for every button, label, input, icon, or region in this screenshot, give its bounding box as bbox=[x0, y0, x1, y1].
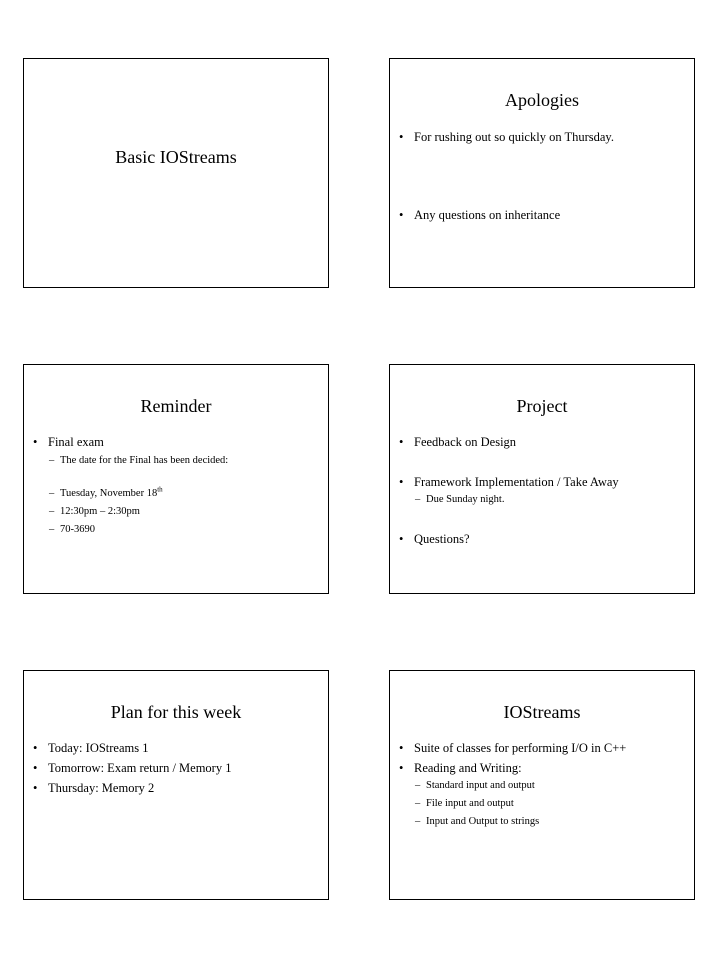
bullet-item: • Final exam bbox=[48, 434, 104, 450]
bullet-item: • Reading and Writing: bbox=[414, 760, 522, 776]
slide-title: IOStreams bbox=[503, 702, 581, 722]
sub-bullet-item: – File input and output bbox=[426, 797, 514, 811]
slide-title: Plan for this week bbox=[110, 702, 242, 722]
bullet-item: • Today: IOStreams 1 bbox=[48, 740, 149, 756]
sub-bullet-item: – The date for the Final has been decided: bbox=[60, 454, 228, 468]
slide-title: Basic IOStreams bbox=[115, 147, 237, 167]
sub-bullet-item: – Standard input and output bbox=[426, 779, 535, 793]
slide-title: Project bbox=[516, 396, 568, 416]
bullet-item: • Feedback on Design bbox=[414, 434, 516, 450]
bullet-item: • Framework Implementation / Take Away bbox=[414, 474, 619, 490]
superscript: th bbox=[157, 485, 163, 494]
bullet-item: • Tomorrow: Exam return / Memory 1 bbox=[48, 760, 231, 776]
slide-1 bbox=[23, 58, 329, 288]
bullet-item: • Thursday: Memory 2 bbox=[48, 780, 154, 796]
slide-4 bbox=[389, 364, 695, 594]
bullet-item: • Suite of classes for performing I/O in C++ bbox=[414, 740, 626, 756]
slide-5 bbox=[23, 670, 329, 900]
sub-bullet-item: – 12:30pm – 2:30pm bbox=[60, 505, 140, 519]
sub-bullet-item: – Input and Output to strings bbox=[426, 815, 539, 829]
slide-6 bbox=[389, 670, 695, 900]
sub-bullet-text: Tuesday, November 18 bbox=[60, 488, 158, 499]
slide-2 bbox=[389, 58, 695, 288]
bullet-item: • Questions? bbox=[414, 531, 470, 547]
sub-bullet-item: – Due Sunday night. bbox=[426, 493, 504, 507]
slide-title: Apologies bbox=[505, 90, 579, 110]
sub-bullet-item: – 70-3690 bbox=[60, 523, 95, 537]
slide-3 bbox=[23, 364, 329, 594]
sub-bullet-item bbox=[60, 487, 163, 501]
bullet-item: • For rushing out so quickly on Thursday. bbox=[414, 129, 614, 145]
bullet-item: • Any questions on inheritance bbox=[414, 207, 560, 223]
slide-title: Reminder bbox=[140, 396, 212, 416]
